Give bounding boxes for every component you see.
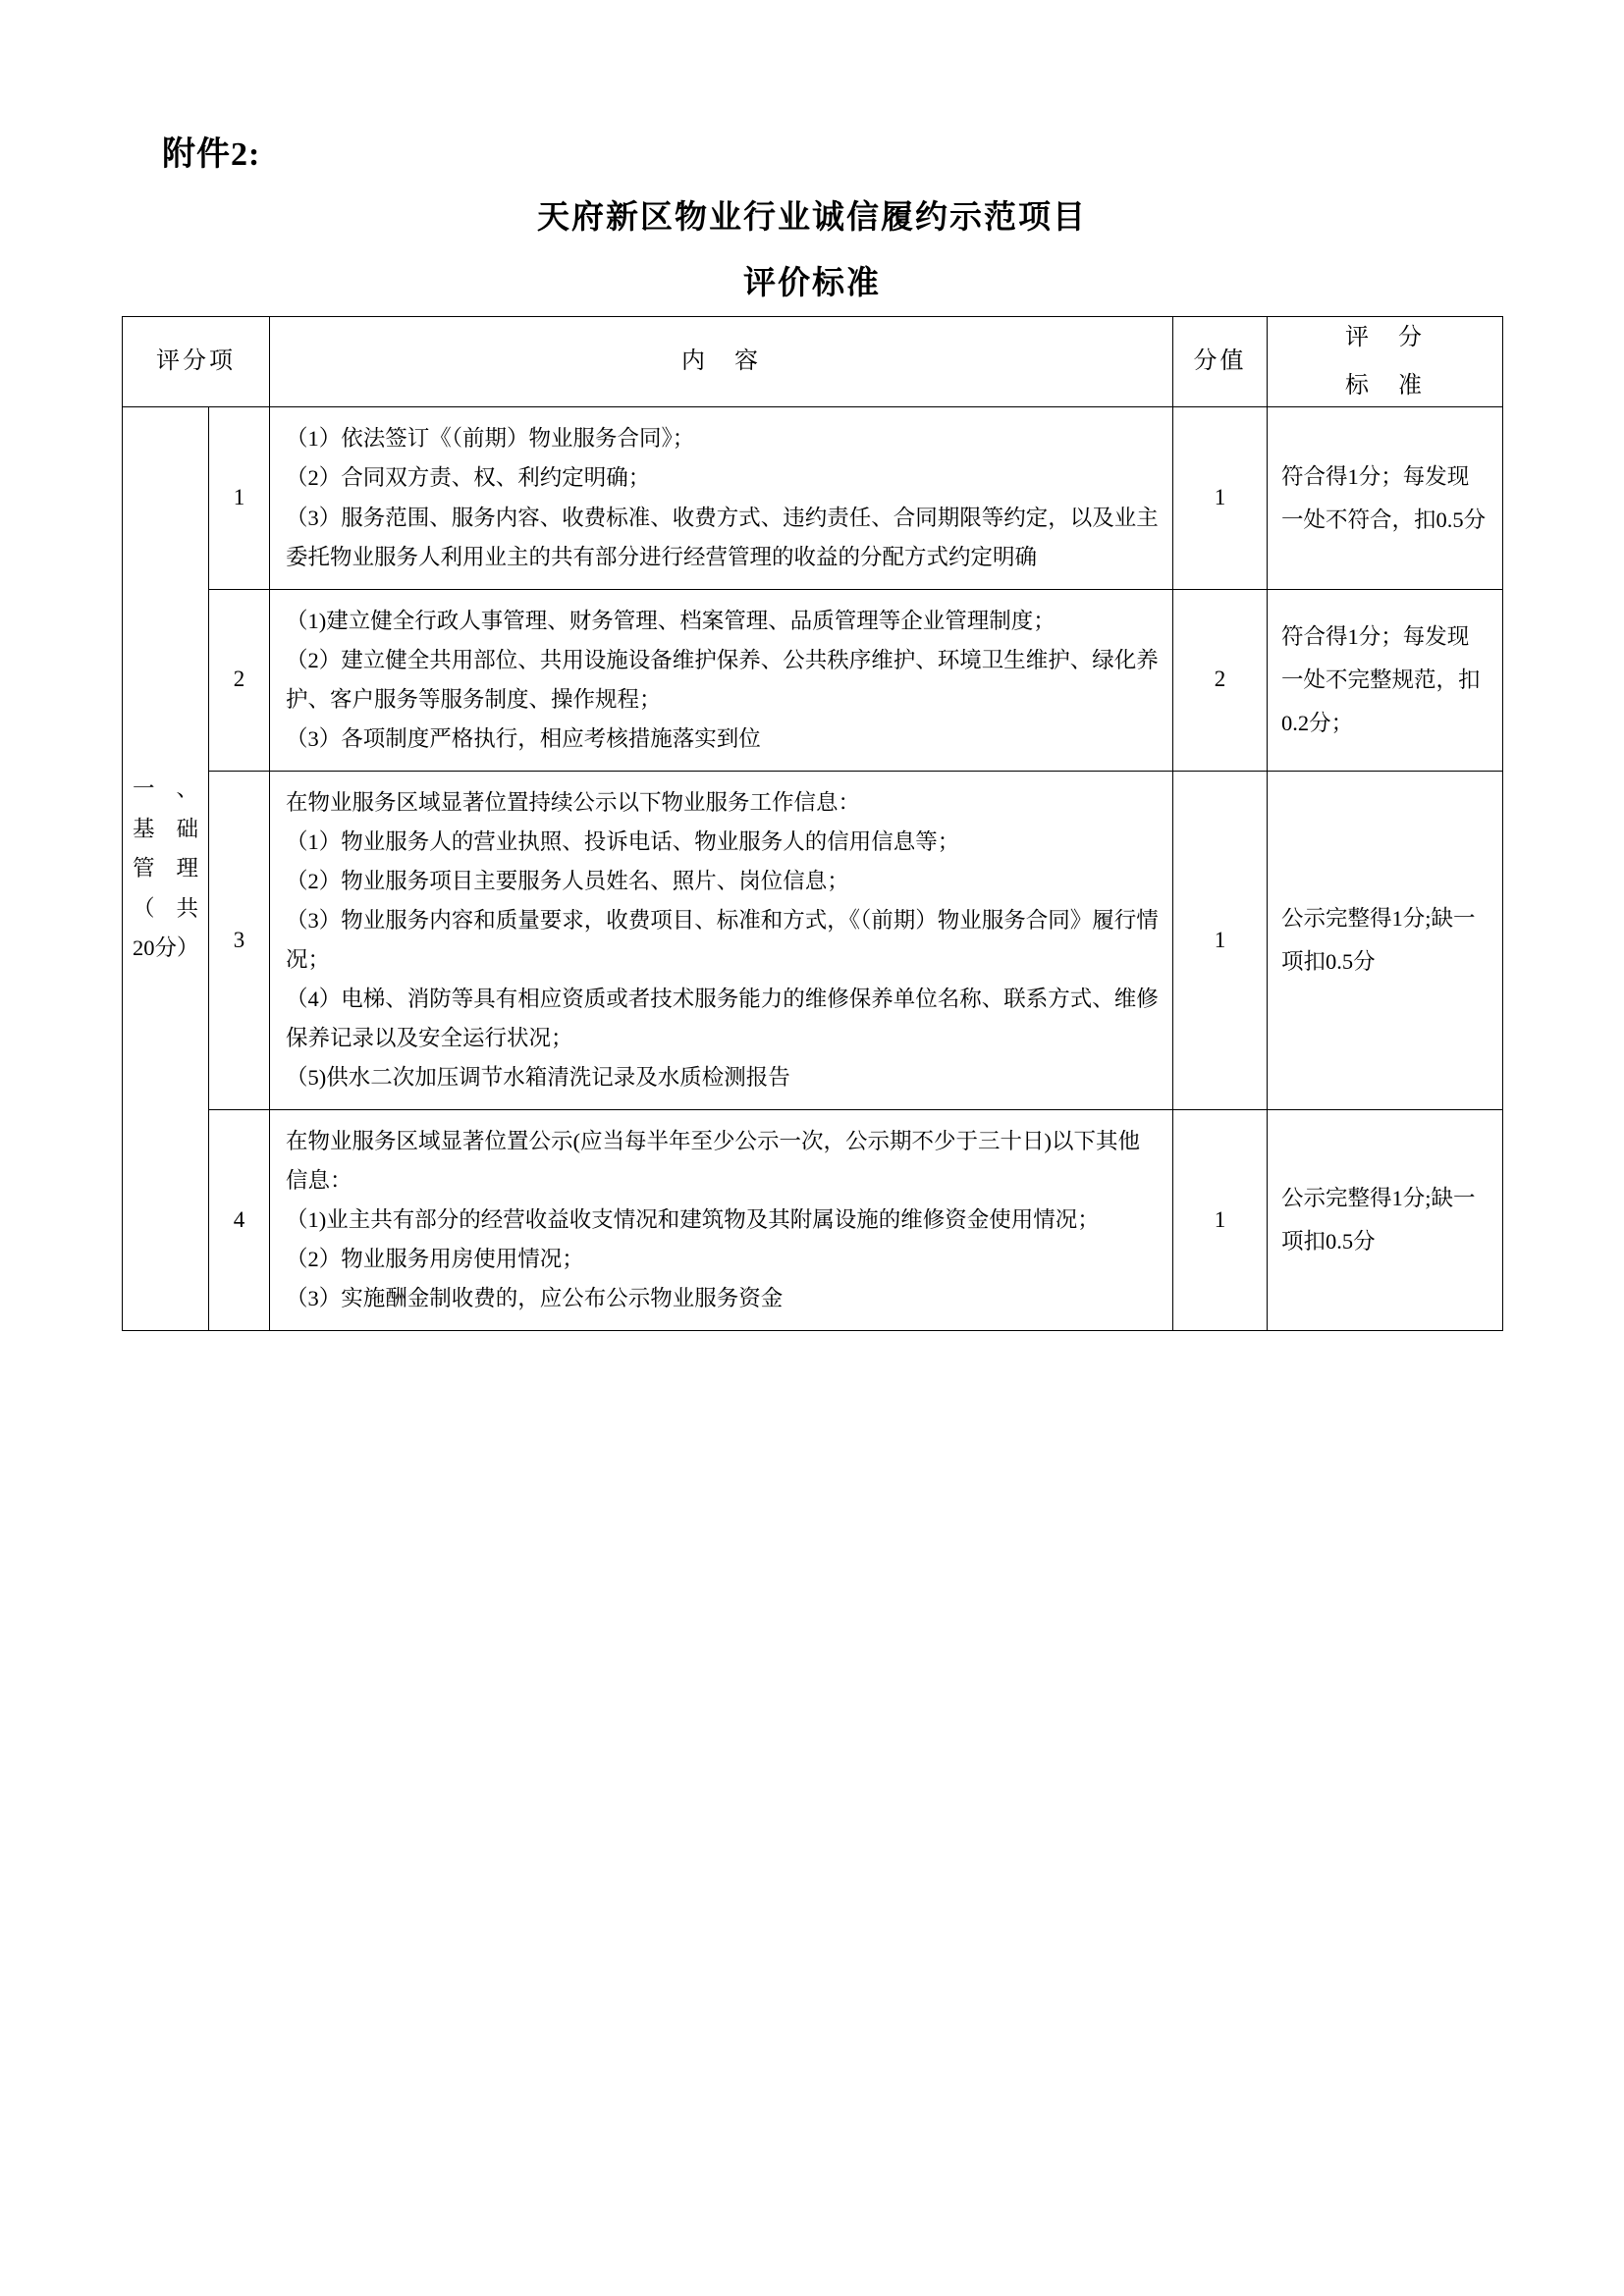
page-title-line-1: 天府新区物业行业诚信履约示范项目	[537, 200, 1087, 236]
table-row	[123, 771, 1503, 1109]
content-line: （3）服务范围、服务内容、收费标准、收费方式、违约责任、合同期限等约定，以及业主委托物业服务人利用业主的共有部分进行经营管理的收益的分配方式约定明确	[286, 505, 1159, 569]
row-number: 1	[209, 407, 270, 589]
content-line: （3）各项制度严格执行，相应考核措施落实到位	[286, 725, 761, 751]
content-line: （1）物业服务人的营业执照、投诉电话、物业服务人的信用信息等；	[286, 828, 960, 854]
content-line: （1）依法签订《（前期）物业服务合同》；	[286, 426, 695, 452]
table-header-row	[123, 317, 1503, 407]
content-line: （4）电梯、消防等具有相应资质或者技术服务能力的维修保养单位名称、联系方式、维修保养记录以及安全运行状况；	[286, 987, 1159, 1051]
attachment-label: 附件2:	[162, 136, 261, 173]
content-line: （5)供水二次加压调节水箱清洗记录及水质检测报告	[286, 1065, 790, 1091]
row-number: 4	[209, 1110, 270, 1331]
row-standard: 公示完整得1分;缺一项扣0.5分	[1268, 771, 1503, 1109]
page-title-line-2: 评价标准	[743, 265, 881, 301]
column-header-standard-line-2: 标 准	[1345, 372, 1425, 399]
column-header-content: 内 容	[270, 317, 1173, 407]
content-line: 在物业服务区域显著位置持续公示以下物业服务工作信息：	[286, 789, 861, 815]
column-header-standard	[1268, 317, 1503, 407]
page-title	[0, 196, 1624, 305]
column-header-standard-line-1: 评 分	[1345, 325, 1425, 350]
row-score: 1	[1173, 407, 1268, 589]
content-line: 在物业服务区域显著位置公示(应当每半年至少公示一次，公示期不少于三十日)以下其他信息：	[286, 1129, 1140, 1194]
table-row	[123, 407, 1503, 589]
content-line: （3）物业服务内容和质量要求，收费项目、标准和方式，《（前期）物业服务合同》履行情况；	[286, 907, 1159, 972]
table-row	[123, 1110, 1503, 1331]
content-line: （1)建立健全行政人事管理、财务管理、档案管理、品质管理等企业管理制度；	[286, 608, 1056, 633]
row-standard: 公示完整得1分;缺一项扣0.5分	[1268, 1110, 1503, 1331]
table-row	[123, 589, 1503, 771]
row-content	[270, 1110, 1173, 1331]
row-content	[270, 589, 1173, 771]
content-line: （3）实施酬金制收费的，应公布公示物业服务资金	[286, 1286, 784, 1311]
row-standard: 符合得1分；每发现一处不完整规范，扣0.2分；	[1268, 589, 1503, 771]
table-header	[123, 317, 1503, 407]
row-score: 1	[1173, 771, 1268, 1109]
row-score: 2	[1173, 589, 1268, 771]
row-content	[270, 771, 1173, 1109]
column-header-score: 分值	[1173, 317, 1268, 407]
row-number: 2	[209, 589, 270, 771]
row-standard: 符合得1分；每发现一处不符合，扣0.5分	[1268, 407, 1503, 589]
content-line: （2）合同双方责、权、利约定明确；	[286, 465, 651, 491]
row-number: 3	[209, 771, 270, 1109]
content-line: （2）物业服务用房使用情况；	[286, 1247, 584, 1272]
content-line: （1)业主共有部分的经营收益收支情况和建筑物及其附属设施的维修资金使用情况；	[286, 1207, 1100, 1233]
evaluation-criteria-table	[122, 316, 1503, 1331]
column-header-category: 评分项	[123, 317, 270, 407]
table-body	[123, 407, 1503, 1331]
row-score: 1	[1173, 1110, 1268, 1331]
row-content	[270, 407, 1173, 589]
content-line: （2）物业服务项目主要服务人员姓名、照片、岗位信息；	[286, 868, 849, 893]
category-cell-basic-management: 一、基础管理（共20分）	[123, 407, 209, 1331]
content-line: （2）建立健全共用部位、共用设施设备维护保养、公共秩序维护、环境卫生维护、绿化养护、客户服务等服务制度、操作规程；	[286, 647, 1159, 712]
